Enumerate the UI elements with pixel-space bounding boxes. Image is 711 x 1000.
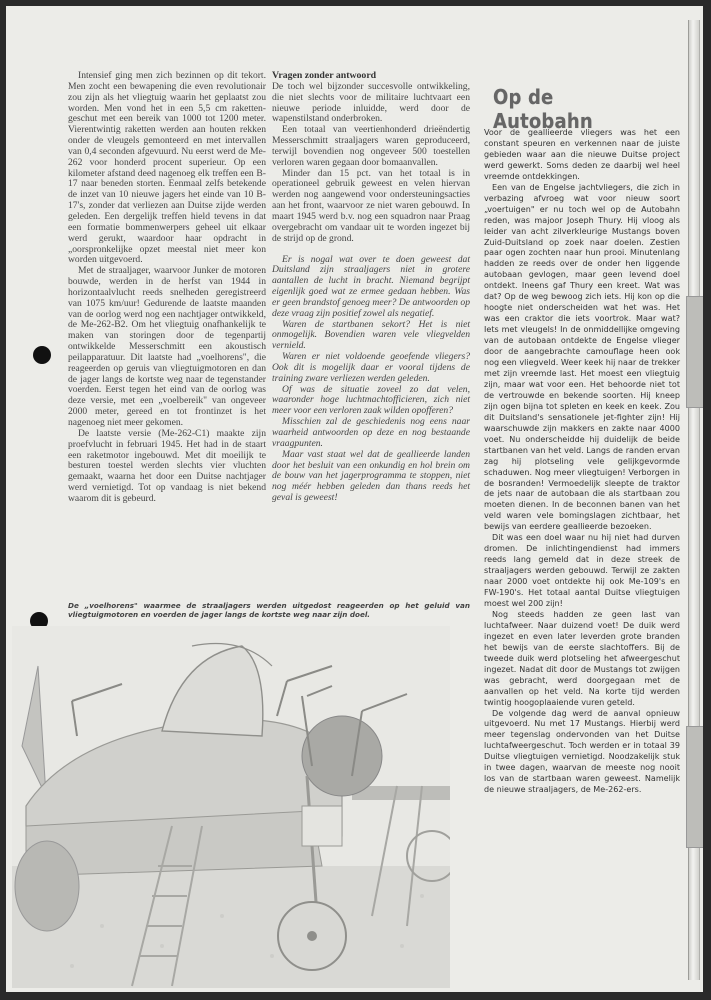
paragraph: Een totaal van veertienhonderd drieëndertig Messerschmitt straaljagers waren geproduceerd, terwijl bovendien nog ongeveer 500 toestellen verloren waren gegaan door bomaanvallen. <box>272 124 470 168</box>
paragraph: De toch wel bijzonder succesvolle ontwikkeling, die niet slechts voor de militaire luchtvaart een nieuwe periode inluidde, werd door de wapenstilstand onderbroken. <box>272 80 470 125</box>
paragraph: Intensief ging men zich bezinnen op dit tekort. Men zocht een bewapening die even revolutionair zou zijn als het vliegtuig waarin het geplaatst zou worden. Men vond het in een 5,5 cm raketten-geschut met een bereik van 1000 tot 1200 meter. Vierentwintig raketten werden aan houten rekken onder de vleugels gemonteerd en met intervallen van 0,4 seconden afgevuurd. Nu eerst werd de Me-262 voor honderd procent superieur. Op een kilometer afstand deed nagenoeg elk treffen een B-17 naar beneden storten. Eenmaal zelfs betekende de inzet van 10 nieuwe jagers het einde van 10 B-17's, zonder dat verliezen aan Duitse zijde werden geleden. Een dergelijk treffen hield tevens in dat een formatie bommenwerpers geheel uit elkaar werd gerukt, waardoor haar opdracht in „oorspronkelijke opzet meestal niet meer kon worden uitgevoerd. <box>68 70 266 266</box>
paragraph: Voor de geallieerde vliegers was het een constant speuren en verkennen naar de juiste gebieden waar aan die nieuwe Duitse project werd gewerkt. Soms deden ze daarbij wel heel vreemde ontdekkingen. <box>484 128 680 181</box>
section-heading: Vragen zonder antwoord <box>272 70 377 81</box>
punch-hole <box>33 346 51 364</box>
article-column-2 <box>272 71 470 504</box>
page-edge-tab <box>686 726 703 848</box>
paragraph: Dit was een doel waar nu hij niet had durven dromen. De inlichtingendienst had immers reeds lang gemeld dat in deze streek de straaljagers werden gebouwd. Terwijl ze zakten naar 2000 voet ontdekte hij ook Me-109's en FW-190's. Het totaal aantal Duitse vliegtuigen moest wel 200 zijn! <box>484 533 680 608</box>
paragraph: Misschien zal de geschiedenis nog eens naar waarheid antwoorden op deze en nog bestaande vraagpunten. <box>272 416 470 449</box>
article-column-1 <box>68 71 266 505</box>
paragraph: Nog steeds hadden ze geen last van luchtafweer. Naar duizend voet! De duik werd ingezet en even later leverden grote branden het bewijs van de eerste slachtoffers. Bij de tweede duik werd plotseling het afweergeschut ingezet. Nadat dit door de Mustangs tot zwijgen was gebracht, werd doorgegaan met de aanvallen op het veld. Na korte tijd werden twintig hoogoplaaiende vuren geteld. <box>484 609 680 707</box>
paragraph: Er is nogal wat over te doen geweest dat Duitsland zijn straaljagers niet in grotere aantallen de lucht in bracht. Niemand begrijpt eigenlijk goed wat ze ermee gedaan hebben. Was er geen brandstof genoeg meer? De antwoorden op deze vraag zijn positief zowel als negatief. <box>272 253 470 319</box>
paragraph: Maar vast staat wel dat de geallieerde landen door het besluit van een onkundig en hol brein om de bouw van het jagerprogramma te stoppen, niet nog méér hebben geleden dan thans reeds het geval is geweest! <box>272 448 470 504</box>
article-title: Op de Autobahn <box>493 85 593 133</box>
paragraph: Een van de Engelse jachtvliegers, die zich in verbazing afvroeg wat voor nieuw soort „voertuigen" er nu toch wel op de Autobahn reden, was majoor Joseph Thury. Hij vloog als leider van acht zilverkleurige Mustangs boven Zuid-Duitsland op zoek naar doelen. Zestien paar ogen zochten naar hun prooi. Minutenlang hadden ze reeds over de onder hen liggende autobaan gevlogen, maar geen levend doel ontdekt. Ineens gaf Thury een kreet. Wat was dat? Op de weg bewoog zich iets. Hij kon op die hoogte niet onderscheiden wat het was. Het was een craktor die iets voortrok. Maar wat? Iets met vleugels! In de onmiddellijke omgeving van de autobaan ontdekte de Engelse vlieger door de aangebrachte camouflage heen ook nog een vliegveld. Weer keek hij naar de trekker met zijn vreemde last. Het moest een vliegtuig zijn, maar wat voor een. Het behoorde niet tot de vertrouwde en bekende soorten. Hij kneep zijn ogen bijna tot spleten en keek en keek. Zou dit Duitsland's sensationele jet-fighter zijn! Hij waarschuwde zijn makkers en zakte naar 4000 voet. Nu onderscheidde hij duidelijk de beide startbanen van het veld. Langs de randen ervan zag hij plotseling vele gelijkgevormde schaduwen. Nog meer vliegtuigen! Verborgen in de bosranden! Vermoedelijk sleepte de traktor de jets naar de autobaan die als startbaan zou moeten dienen. In de beconnen banen van het veld waren vele bomingslagen zichtbaar, het bewijs van eerdere geallieerde bezoeken. <box>484 182 680 532</box>
article-column-3 <box>484 128 680 796</box>
italic-commentary <box>272 255 470 504</box>
document-page <box>6 6 703 992</box>
paragraph: De volgende dag werd de aanval opnieuw uitgevoerd. Nu met 17 Mustangs. Hierbij werd meer tegenslag ondervonden van het Duitse luchtafweergeschut. Toch werden er in totaal 39 Duitse vliegtuigen vernietigd. Noodzakelijk stuk in twee dagen, waarvan de meeste nog nooit los van de startbaan waren geweest. Namelijk de nieuwe straaljagers, de Me-262-ers. <box>484 708 680 795</box>
photo-caption: De „voelhorens" waarmee de straaljagers werden uitgedost reageerden op het geluid van vliegtuigmotoren en voerden de jager langs de kortste weg naar zijn doel. <box>68 601 470 619</box>
aircraft-illustration <box>12 626 450 988</box>
paragraph: Waren er niet voldoende geoefende vliegers? Ook dit is mogelijk daar er vooral tijdens de training zware verliezen werden geleden. <box>272 351 470 384</box>
paragraph: De laatste versie (Me-262-C1) maakte zijn proefvlucht in februari 1945. Het had in de staart een raketmotor ingebouwd. Met dit moeilijk te besturen toestel werden slechts vier vluchten gemaakt, waarna het door een Duitse nachtjager werd vernietigd. Tot op vandaag is niet bekend waarom dit is gebeurd. <box>68 427 266 504</box>
paragraph: Minder dan 15 pct. van het totaal is in operationeel gebruik geweest en velen hiervan werden nog aangewend voor ondersteuningsacties aan het front, waarvoor ze niet waren gebouwd. In maart 1945 werd b.v. nog een squadron naar Praag overgebracht om vandaar uit te worden ingezet bij de strijd op de grond. <box>272 167 470 244</box>
paragraph: Waren de startbanen sekort? Het is niet onmogelijk. Bovendien waren vele vliegvelden vernield. <box>272 318 470 352</box>
aircraft-photo <box>12 626 450 988</box>
paragraph: Of was de situatie zoveel zo dat velen, waaronder hoge luchtmachtofficieren, zich niet meer voor een verloren zaak wilden opofferen? <box>272 383 470 417</box>
paragraph: Met de straaljager, waarvoor Junker de motoren bouwde, werden in de herfst van 1944 in horizontaalvlucht reeds snelheden geregistreerd van 1075 km/uur! Gedurende de laatste maanden van de oorlog werd nog een nachtjager ontwikkeld, de Me-262-B2. Om het vliegtuig onafhankelijk te maken van storingen door de tegenpartij ontwikkelde Messerschmitt een akoustisch peilapparatuur. Dit laatste had „voelhorens", die reageerden op geruis van vliegtuigmotoren en dan de jager langs de kortste weg naar de tegenstander voerden. Eerst tegen het eind van de oorlog was deze versie, met een „voelbereik" van ongeveer 2000 meter, gereed en tot frontinzet is het nagenoeg niet meer gekomen. <box>68 265 266 428</box>
page-edge-tab <box>686 296 703 408</box>
